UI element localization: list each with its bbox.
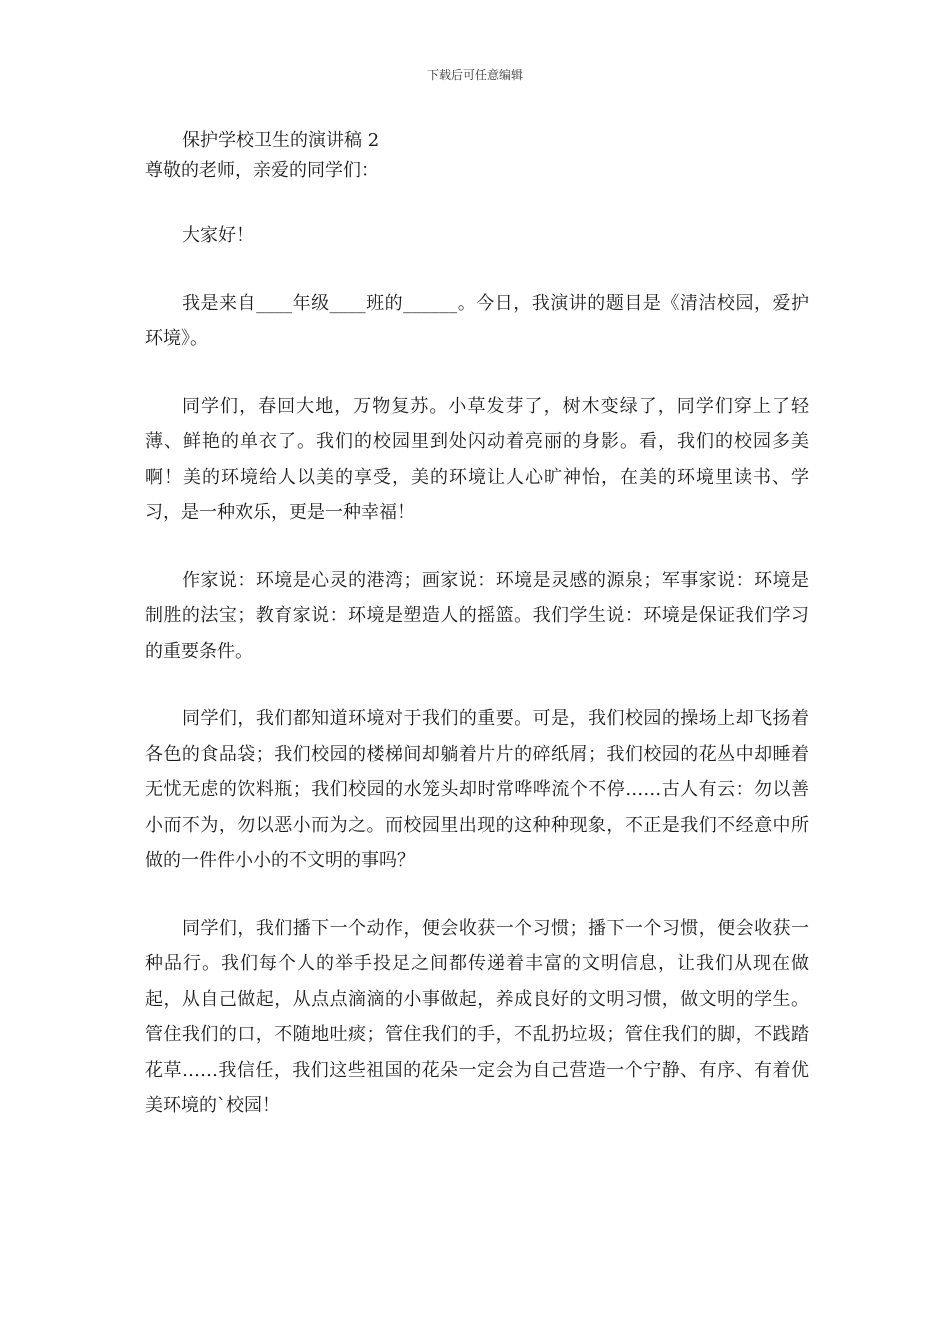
document-title: 保护学校卫生的演讲稿 2 [182,130,380,151]
paragraph-problems: 同学们，我们都知道环境对于我们的重要。可是，我们校园的操场上却飞扬着各色的食品袋；我们校园的楼梯间却躺着片片的碎纸屑；我们校园的花丛中却睡着无忧无虑的饮料瓶；我们校园的水笼头却时常哗哗流个不停……古人有云：勿以善小而不为，勿以恶小而为之。而校园里出现的这种种现象，不正是我们不经意中所做的一件件小小的不文明的事吗？ [145,708,809,871]
paragraph-quotes: 作家说：环境是心灵的港湾；画家说：环境是灵感的源泉；军事家说：环境是制胜的法宝；教育家说：环境是塑造人的摇篮。我们学生说：环境是保证我们学习的重要条件。 [145,569,809,662]
header-note: 下载后可任意编辑 [426,68,523,82]
paragraph-greeting: 大家好！ [182,225,254,246]
document-body [145,128,809,1156]
paragraph-spring: 同学们，春回大地，万物复苏。小草发芽了，树木变绿了，同学们穿上了轻薄、鲜艳的单衣了。我们的校园里到处闪动着亮丽的身影。看，我们的校园多美啊！美的环境给人以美的享受，美的环境让人心旷神怡，在美的环境里读书、学习，是一种欢乐，更是一种幸福！ [145,395,809,523]
paragraph-call-to-action: 同学们，我们播下一个动作，便会收获一个习惯；播下一个习惯，便会收获一种品行。我们每个人的举手投足之间都传递着丰富的文明信息，让我们从现在做起，从自己做起，从点点滴滴的小事做起，养成良好的文明习惯，做文明的学生。管住我们的口，不随地吐痰；管住我们的手，不乱扔垃圾；管住我们的脚，不践踏花草……我信任，我们这些祖国的花朵一定会为自己营造一个宁静、有序、有着优美环境的`校园！ [145,917,809,1116]
paragraph-intro: 我是来自____年级____班的______。今日，我演讲的题目是《清洁校园，爱护环境》。 [145,292,809,349]
salutation: 尊敬的老师，亲爱的同学们： [145,160,379,181]
